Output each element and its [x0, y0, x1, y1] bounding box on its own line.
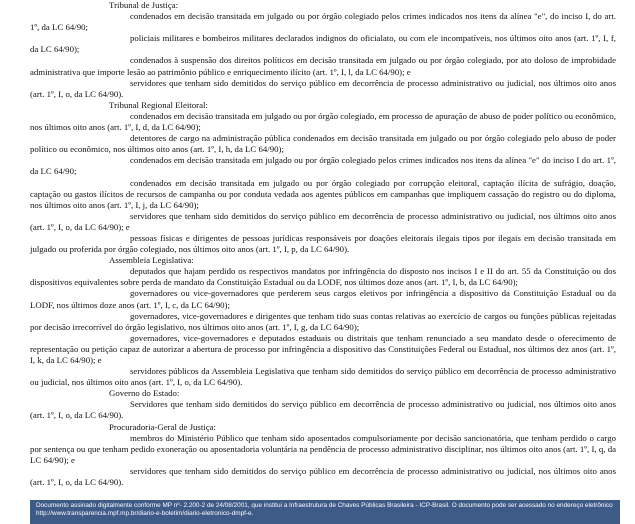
list-item: condenados à suspensão dos direitos políticos em decisão transitada em julgado ou por órgão colegiado, por ato doloso de improbidade administrativa que importe lesão ao patrimônio público e enriquecimento ilícito (art. 1º, I, l, da LC 64/90); e	[30, 55, 616, 77]
list-item: servidores públicos da Assembleia Legislativa que tenham sido demitidos do serviço público em decorrência de processo administrativo ou judicial, nos últimos oito anos (art. 1º, I, o, da LC 64/90).	[30, 366, 616, 388]
list-item: governadores, vice-governadores e deputados estaduais ou distritais que tenham renunciado a seu mandato desde o oferecimento de representação ou petição capaz de autorizar a abertura de processo por infringência a dispositivo das Constituições Federal ou Estadual, nos últimos dez anos (art. 1º, I, k, da LC 64/90); e	[30, 332, 616, 365]
document-body	[30, 0, 616, 488]
list-item: servidores que tenham sido demitidos do serviço público em decorrência de processo administrativo ou judicial, nos últimos oito anos (art. 1º, I, o, da LC 64/90).	[30, 77, 616, 99]
section-heading: Governo do Estado:	[109, 388, 180, 399]
list-item: condenados em decisão transitada em julgado ou por órgão colegiado por corrupção eleitoral, captação ilícita de sufrágio, doação, captação ou gastos ilícitos de recursos de campanha ou por conduta vedada aos agentes públicos em campanhas que impliquem cassação do registro ou do diploma, nos últimos oito anos (art. 1º, I, j, da LC 64/90);	[30, 177, 616, 210]
list-item: servidores que tenham sido demitidos do serviço público em decorrência de processo administrativo ou judicial, nos últimos oito anos (art. 1º, I, o, da LC 64/90).	[30, 465, 616, 488]
list-item: governadores ou vice-governadores que perderem seus cargos eletivos por infringência a dispositivo da Constituição Estadual ou da LODF, nos últimos doze anos (art. 1º, I, c, da LC 64/90);	[30, 288, 616, 310]
list-item: condenados em decisão transitada em julgado ou por órgão colegiado pelos crimes indicados nos itens da alínea "e", do inciso I, do art. 1º, da LC 64/90;	[30, 11, 616, 33]
list-item: pessoas físicas e dirigentes de pessoas jurídicas responsáveis por doações eleitorais ilegais tipos por ilegais em decisão transitada em julgado ou proferida por órgão colegiado, nos últimos oito anos (art. 1º, I, p, da LC 64/90).	[30, 232, 616, 255]
section-heading: Tribunal de Justiça:	[109, 0, 179, 10]
list-item: policiais militares e bombeiros militares declarados indignos do oficialato, ou com ele incompatíveis, nos últimos oito anos (art. 1º, I, f, da LC 64/90);	[30, 33, 616, 55]
digital-signature-footer	[30, 500, 620, 524]
section-heading: Procuradoria-Geral de Justiça:	[109, 421, 216, 432]
list-item: detentores de cargo na administração pública condenados em decisão transitada em julgado ou por órgão colegiado pelo abuso de poder político ou econômico, nos últimos oito anos (art. 1º, I, h, da LC 64/90);	[30, 133, 616, 155]
list-item: governadores, vice-governadores e dirigentes que tenham tido suas contas relativas ao exercício de cargos ou funções públicas rejeitadas por decisão irrecorrível do órgão legislativo, nos últimos oito anos (art. 1º, I, g, da LC 64/90);	[30, 310, 616, 332]
footer-text: Documento assinado digitalmente conforme MP nº- 2.200-2 de 24/08/2001, que institui a Infraestrutura de Chaves Públicas Brasileira - ICP-Brasil. O documento pode ser acessado no endereço eletrônico http://www.transparencia.mpf.mp.br/diario-e-boletim/diario-eletronico-dmpf-e.	[36, 502, 613, 518]
section-heading: Tribunal Regional Eleitoral:	[109, 99, 208, 110]
list-item: servidores que tenham sido demitidos do serviço público em decorrência de processo administrativo ou judicial, nos últimos oito anos (art. 1º, I, o, da LC 64/90); e	[30, 210, 616, 232]
list-item: Servidores que tenham sido demitidos do serviço público em decorrência de processo administrativo ou judicial, nos últimos oito anos (art. 1º, I, o, da LC 64/90).	[30, 399, 616, 421]
list-item: condenados em decisão transitada em julgado ou por órgão colegiado pelos crimes indicados nos itens da alínea "e" do inciso I do art. 1º, da LC 64/90;	[30, 155, 616, 177]
list-item: membros do Ministério Público que tenham sido aposentados compulsoriamente por decisão sancionatória, que tenham perdido o cargo por sentença ou que tenham pedido exoneração ou aposentadoria voluntária na pendência de processo administrativo disciplinar, nos últimos oito anos (art. 1º, I, q, da LC 64/90); e	[30, 432, 616, 465]
section-heading: Assembleia Legislativa:	[109, 255, 194, 266]
list-item: condenados em decisão transitada em julgado ou por órgão colegiado, em processo de apuração de abuso de poder político ou econômico, nos últimos oito anos (art. 1º, I, d, da LC 64/90);	[30, 110, 616, 133]
list-item: deputados que hajam perdido os respectivos mandatos por infringência do disposto nos incisos I e II do art. 55 da Constituição ou dos dispositivos equivalentes sobre perda de mandato da Constituição Estadual ou da LODF, nos últimos doze anos (art. 1º, I, b, da LC 64/90);	[30, 266, 616, 288]
